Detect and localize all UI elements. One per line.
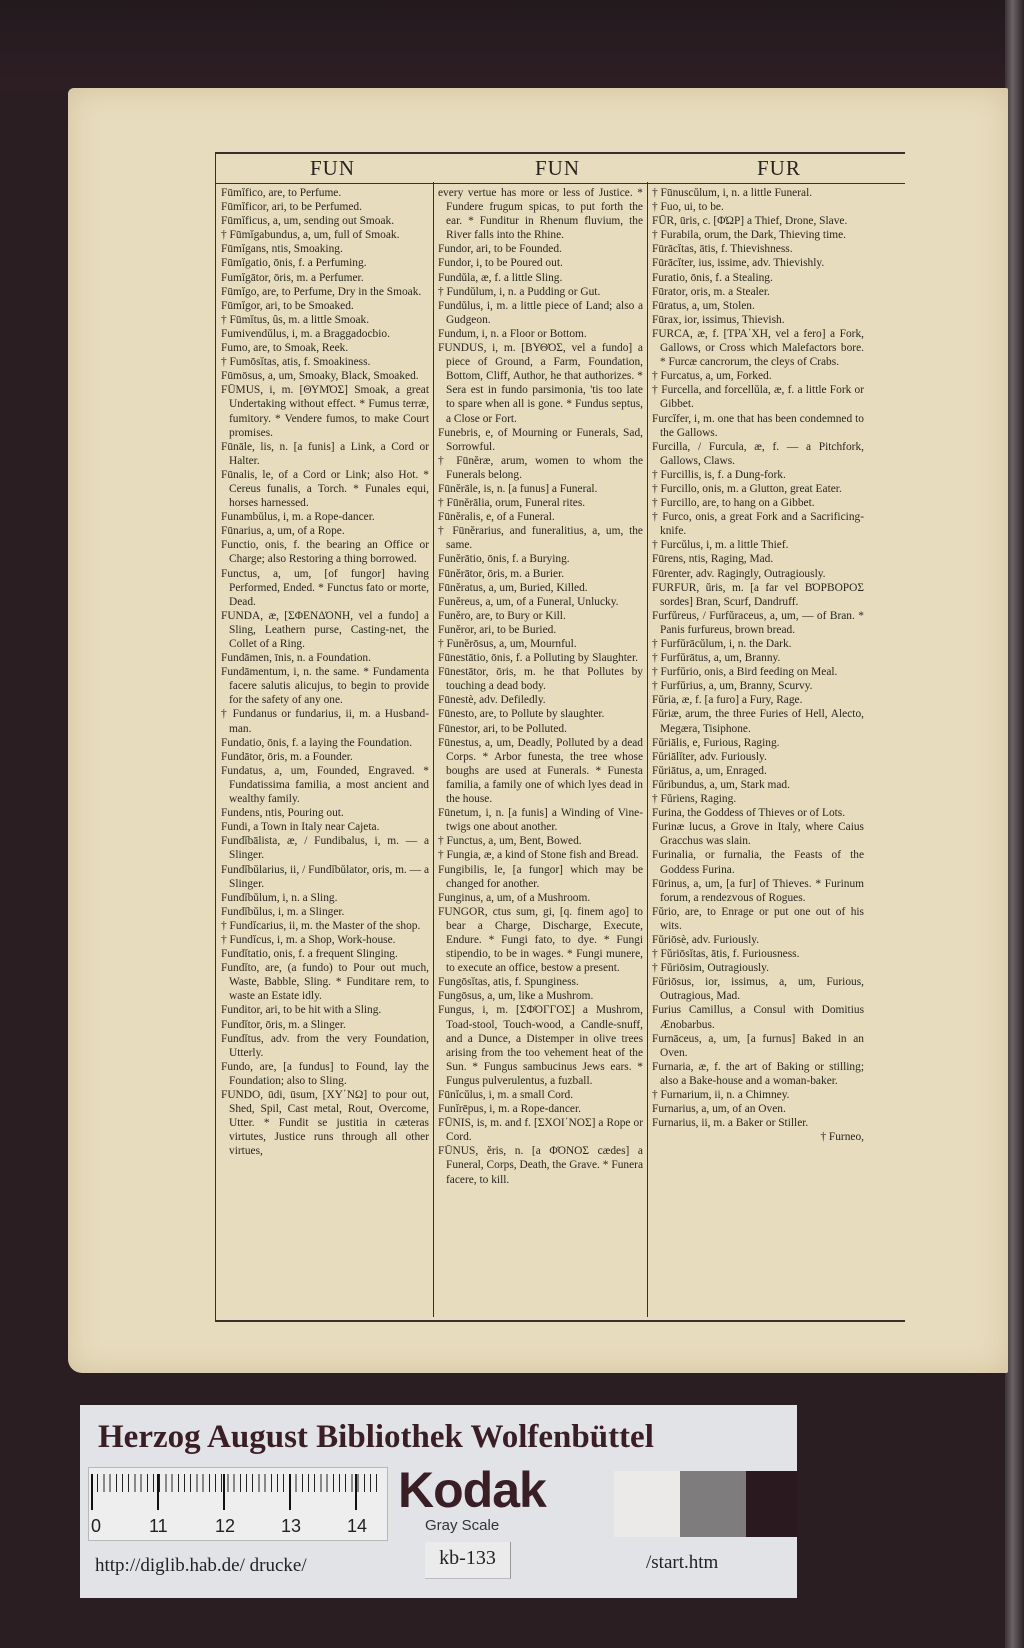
ruler-major-tick [289, 1474, 291, 1510]
scan-backdrop [0, 0, 1024, 90]
dictionary-entry: † Fungia, æ, a kind of Stone fish and Bread. [438, 849, 639, 862]
dictionary-entry: Fundātor, ōris, m. a Founder. [221, 750, 353, 763]
column-3 [652, 186, 864, 1316]
dictionary-entry: † Fuo, ui, to be. [652, 201, 724, 214]
dictionary-entry: Functio, onis, f. the bearing an Office or Charge; also Restoring a thing borrowed. [221, 539, 429, 566]
dictionary-entry: Fundor, ari, to be Founded. [438, 243, 562, 256]
dictionary-text-block [215, 152, 905, 1322]
dictionary-entry: Fŭriæ, arum, the three Furies of Hell, Alecto, Megæra, Tisiphone. [652, 708, 864, 735]
dictionary-entry: Fundo, are, [a fundus] to Found, lay the Foundation; also to Sling. [221, 1060, 429, 1087]
dictionary-entry: † Furcillis, is, f. a Dung-fork. [652, 468, 786, 481]
dictionary-entry: Fundĭbŭlum, i, n. a Sling. [221, 891, 338, 904]
dictionary-entry: Fundĭtatio, onis, f. a frequent Slinging. [221, 948, 398, 961]
dictionary-entry: Funambŭlus, i, m. a Rope-dancer. [221, 511, 375, 524]
dictionary-entry: FURCA, æ, f. [ΤΡΑ΄ΧΗ, vel a fero] a Fork, Gallows, or Cross which Malefactors bore. * Furcæ cancrorum, the cleys of Crabs. [652, 327, 864, 369]
dictionary-entry: Fūmĭfico, are, to Perfume. [221, 187, 342, 199]
ruler-label: 14 [347, 1516, 368, 1536]
dictionary-entry: FUNGOR, ctus sum, gi, [q. finem ago] to bear a Charge, Discharge, Execute, Endure. * Fungi fato, to dye. * Fungi stipendio, to be in wages. * Fungi munere, to execute an office, bestow a present. [438, 905, 643, 975]
dictionary-entry: FŪNIS, is, m. and f. [ΣΧΟΙ΄ΝΟΣ] a Rope or Cord. [438, 1117, 643, 1144]
dictionary-entry: Fŭria, æ, f. [a furo] a Fury, Rage. [652, 694, 803, 707]
running-head [215, 156, 905, 182]
dictionary-entry: † Fundĭcarius, ii, m. the Master of the shop. [221, 919, 421, 932]
dictionary-entry: † Fūmĭgabundus, a, um, full of Smoak. [221, 229, 400, 242]
swatch-white [614, 1471, 680, 1537]
dictionary-entry: Fŭriālĭter, adv. Furiously. [652, 750, 767, 763]
dictionary-entry: † Furcatus, a, um, Forked. [652, 370, 772, 383]
dictionary-entry: † Funĕrōsus, a, um, Mournful. [438, 638, 577, 650]
dictionary-entry: Fūmĭgo, are, to Perfume, Dry in the Smoak. [221, 285, 422, 298]
dictionary-entry: Furatio, ōnis, f. a Stealing. [652, 271, 773, 284]
dictionary-entry: † Fundanus or fundarius, ii, m. a Husband-man. [221, 708, 429, 735]
url-prefix: http://diglib.hab.de/ drucke/ [95, 1555, 307, 1576]
dictionary-entry: Furinæ lucus, a Grove in Italy, where Caius Gracchus was slain. [652, 821, 864, 848]
dictionary-entry: Fūmĭgor, ari, to be Smoaked. [221, 299, 354, 312]
dictionary-entry: Fūrācĭter, ius, issime, adv. Thievishly. [652, 257, 825, 270]
shelfmark-code: kb-133 [425, 1542, 511, 1579]
dictionary-entry: Furinalia, or furnalia, the Feasts of the Goddess Furina. [652, 849, 864, 876]
dictionary-entry: Fundĭbŭlus, i, m. a Slinger. [221, 905, 345, 918]
dictionary-entry: Funĕro, are, to Bury or Kill. [438, 609, 566, 622]
dictionary-entry: Fūnĕrāle, is, n. [a funus] a Funeral. [438, 482, 598, 495]
dictionary-entry: Fungōsus, a, um, like a Mushrom. [438, 990, 594, 1003]
dictionary-entry: Fūnestātor, ōris, m. he that Pollutes by touching a dead body. [438, 666, 643, 693]
ruler-label: 12 [215, 1516, 236, 1536]
url-suffix: /start.htm [646, 1552, 719, 1573]
dictionary-entry: Fundĭbŭlarius, ii, / Fundĭbŭlator, oris, m. — a Slinger. [221, 863, 429, 890]
dictionary-entry: Furnarius, a, um, of an Oven. [652, 1103, 786, 1116]
library-name: Herzog August Bibliothek Wolfenbüttel [98, 1419, 654, 1455]
dictionary-entry: † Fumōsĭtas, atis, f. Smoakiness. [221, 356, 371, 369]
dictionary-entry: † Fūnĕrarius, and funeralitius, a, um, the same. [438, 525, 643, 552]
gray-scale-label: Gray Scale [425, 1517, 500, 1534]
dictionary-entry: † Fūnĕrālia, orum, Funeral rites. [438, 497, 586, 510]
dictionary-entry: Funginus, a, um, of a Mushroom. [438, 891, 591, 904]
column-divider-2 [647, 182, 648, 1317]
dictionary-entry: Fūrax, ior, issimus, Thievish. [652, 313, 785, 326]
dictionary-entry: Furcĭfer, i, m. one that has been condemned to the Gallows. [652, 412, 864, 439]
column-divider-1 [433, 182, 434, 1317]
dictionary-entry: † Fundŭlum, i, n. a Pudding or Gut. [438, 285, 601, 298]
dictionary-entry: Funĕror, ari, to be Buried. [438, 623, 557, 636]
dictionary-entry: Fūnalis, le, of a Cord or Link; also Hot. * Cereus funalis, a Torch. * Funales equi, horses harnessed. [221, 468, 429, 510]
dictionary-entry: † Furcillo, onis, m. a Glutton, great Eater. [652, 482, 842, 495]
dictionary-entry: Fūnestus, a, um, Deadly, Polluted by a dead Corps. * Arbor funesta, the tree whose boughs are used at Funerals. * Funesta familia, a family one of which lyes dead in the house. [438, 736, 643, 806]
dictionary-entry: † Furfŭrātus, a, um, Branny. [652, 652, 781, 665]
head-rule [215, 183, 905, 184]
dictionary-entry: Fūrens, ntis, Raging, Mad. [652, 553, 774, 566]
dictionary-entry: Fūmĭficor, ari, to be Perfumed. [221, 201, 362, 214]
dictionary-entry: † Fūnĕræ, arum, women to whom the Funerals belong. [438, 454, 643, 481]
ruler-major-tick [157, 1474, 159, 1510]
dictionary-entry: † Furcillo, are, to hang on a Gibbet. [652, 497, 815, 510]
ruler-major-tick [91, 1474, 93, 1510]
dictionary-entry: Fūnestātio, ōnis, f. a Polluting by Slaughter. [438, 652, 638, 665]
dictionary-entry: Fungus, i, m. [ΣΦΌΓΓΟΣ] a Mushrom, Toad-stool, Touch-wood, a Candle-snuff, and a Dunce, a Distemper in olive trees arising from the too vehement heat of the Sun. * Fungus sambucinus Jews ears. * Fungus pulverulentus, a fuzball. [438, 1004, 643, 1087]
dictionary-entry: Funĕreus, a, um, of a Funeral, Unlucky. [438, 595, 619, 608]
dictionary-entry: Fūnetum, i, n. [a funis] a Winding of Vine-twigs one about another. [438, 807, 643, 834]
dictionary-entry: Fūrenter, adv. Ragingly, Outragiously. [652, 567, 826, 580]
dictionary-entry: Furius Camillus, a Consul with Domitius Ænobarbus. [652, 1004, 864, 1031]
left-border-rule [215, 152, 216, 1320]
dictionary-entry: FUNDA, æ, [ΣΦΕΝΔΌΝΗ, vel a fundo] a Sling, Leathern purse, Casting-net, the Collet of a Ring. [221, 609, 429, 650]
dictionary-entry: Fumĭgātor, ōris, m. a Perfumer. [221, 271, 364, 284]
ruler-ticks [91, 1474, 381, 1514]
dictionary-entry: Fūmĭficus, a, um, sending out Smoak. [221, 215, 395, 228]
dictionary-entry: Fungibilis, le, [a fungor] which may be changed for another. [438, 863, 643, 890]
dictionary-entry: Fŭriōsè, adv. Furiously. [652, 933, 760, 946]
dictionary-entry: Fūnarius, a, um, of a Rope. [221, 525, 345, 538]
dictionary-entry: FŪMUS, i, m. [ΘΥΜΌΣ] Smoak, a great Undertaking without effect. * Fumus terræ, fumitory. * Vendere fumos, to make Court promises. [221, 384, 429, 439]
dictionary-entry: FURFUR, ŭris, m. [a far vel ΒΌΡΒΟΡΟΣ sordes] Bran, Scurf, Dandruff. [652, 581, 864, 608]
dictionary-entry: Funebris, e, of Mourning or Funerals, Sad, Sorrowful. [438, 426, 643, 453]
dictionary-entry: † Fūmĭtus, ûs, m. a little Smoak. [221, 313, 370, 326]
dictionary-entry: Fŭribundus, a, um, Stark mad. [652, 778, 790, 791]
dictionary-entry: Fūnestor, ari, to be Polluted. [438, 722, 567, 735]
dictionary-entry: Furina, the Goddess of Thieves or of Lots. [652, 807, 846, 820]
dictionary-entry: Fundatus, a, um, Founded, Engraved. * Fundatissima familia, a most ancient and wealthy family. [221, 764, 429, 806]
dictionary-entry: Fundens, ntis, Pouring out. [221, 807, 344, 820]
dictionary-entry: Fundi, a Town in Italy near Cajeta. [221, 821, 380, 834]
dictionary-entry: FUNDO, ūdi, ūsum, [ΧΥ΄ΝΩ] to pour out, Shed, Spil, Cast metal, Rout, Overcome, Utter. * Fundit se justitia in cæteras virtutes, Justice runs through all other virtues, [221, 1089, 429, 1158]
dictionary-entry: Furnaria, æ, f. the art of Baking or stilling; also a Bake-house and a woman-baker. [652, 1060, 864, 1087]
headword-right: FUR [757, 156, 801, 180]
dictionary-entry: Furnarius, ii, m. a Baker or Stiller. [652, 1117, 809, 1130]
dictionary-entry: † Fundĭcus, i, m. a Shop, Work-house. [221, 933, 396, 946]
dictionary-entry: Fūnesto, are, to Pollute by slaughter. [438, 708, 605, 721]
dictionary-entry: Funĕrātio, ōnis, f. a Burying. [438, 553, 570, 566]
dictionary-entry: Fundĭtus, adv. from the very Foundation, Utterly. [221, 1032, 429, 1059]
dictionary-entry: Fūnāle, lis, n. [a funis] a Link, a Cord or Halter. [221, 440, 429, 467]
dictionary-entry: Fundĭtor, ōris, m. a Slinger. [221, 1018, 346, 1031]
dictionary-entry: Furnāceus, a, um, [a furnus] Baked in an Oven. [652, 1032, 864, 1059]
dictionary-entry: Furfŭreus, / Furfŭraceus, a, um, — of Bran. * Panis furfureus, brown bread. [652, 609, 864, 636]
dictionary-entry: † Furfŭrio, onis, a Bird feeding on Meal. [652, 666, 838, 679]
dictionary-entry: Funditor, ari, to be hit with a Sling. [221, 1004, 382, 1017]
dictionary-entry: † Fūnuscŭlum, i, n. a little Funeral. [652, 187, 813, 199]
dictionary-entry: FUNDUS, i, m. [ΒΥΘΌΣ, vel a fundo] a piece of Ground, a Farm, Foundation, Bottom, Cliff, Author, he that authorizes. * Sera est in fundo parsimonia, 'tis too late to spare when all is gone. * Fundus septus, a Close or Fort. [438, 342, 643, 425]
dictionary-entry: Fundŭlus, i, m. a little piece of Land; also a Gudgeon. [438, 299, 643, 326]
dictionary-entry: † Furabila, orum, the Dark, Thieving time. [652, 229, 847, 242]
dictionary-entry: † Furcella, and forcellŭla, æ, f. a little Fork or Gibbet. [652, 384, 864, 411]
dictionary-entry: FŪNUS, ĕris, n. [a ΦΌΝΟΣ cædes] a Funeral, Corps, Death, the Grave. * Funera facere, to kill. [438, 1145, 643, 1186]
dictionary-entry: Fŭriālis, e, Furious, Raging. [652, 736, 780, 749]
dictionary-entry: † Functus, a, um, Bent, Bowed. [438, 835, 582, 848]
dictionary-entry: FŪR, ūris, c. [ΦΏΡ] a Thief, Drone, Slave. [652, 215, 848, 228]
dictionary-entry: Fūnĕratus, a, um, Buried, Killed. [438, 581, 588, 594]
dictionary-entry: Fumo, are, to Smoak, Reek. [221, 342, 349, 355]
bottom-rule [215, 1320, 905, 1322]
headword-center: FUN [535, 156, 581, 180]
dictionary-entry: Fūmōsus, a, um, Smoaky, Black, Smoaked. [221, 370, 419, 383]
dictionary-entry: † Furnarium, ii, n. a Chimney. [652, 1089, 790, 1101]
dictionary-entry: Fundāmentum, i, n. the same. * Fundamenta facere salutis alicujus, to begin to provide for the safety of any one. [221, 666, 429, 707]
swatch-gray [680, 1471, 746, 1537]
dictionary-entry: Furcilla, / Furcula, æ, f. — a Pitchfork, Gallows, Claws. [652, 440, 864, 467]
dictionary-entry: Fūnestè, adv. Defiledly. [438, 694, 546, 707]
headword-left: FUN [310, 156, 356, 180]
dictionary-entry: † Fŭriens, Raging. [652, 793, 737, 806]
dictionary-entry: Fumivendŭlus, i, m. a Braggadocbio. [221, 327, 390, 340]
dictionary-entry: † Furfŭrācŭlum, i, n. the Dark. [652, 638, 792, 650]
dictionary-entry: Funĭrēpus, i, m. a Rope-dancer. [438, 1103, 581, 1116]
dictionary-entry: Fūrācĭtas, ātis, f. Thievishness. [652, 243, 793, 256]
dictionary-entry: Fungōsĭtas, atis, f. Spunginess. [438, 976, 579, 989]
dictionary-entry: Fūmĭgans, ntis, Smoaking. [221, 243, 343, 256]
column-2 [438, 186, 643, 1316]
ruler-label: 0 [91, 1516, 102, 1536]
dictionary-entry: † Furcŭlus, i, m. a little Thief. [652, 539, 789, 552]
top-rule [215, 152, 905, 154]
catchword: † Furneo, [820, 1131, 864, 1144]
dictionary-entry: Fundāmen, īnis, n. a Foundation. [221, 652, 371, 665]
dictionary-entry: Functus, a, um, [of fungor] having Performed, Ended. * Functus fato or morte, Dead. [221, 567, 429, 608]
dictionary-entry: † Furco, onis, a great Fork and a Sacrificing-knife. [652, 511, 864, 538]
dictionary-entry: Fundĭbālista, æ, / Fundibalus, i, m. — a Slinger. [221, 835, 429, 862]
dictionary-entry: Fundum, i, n. a Floor or Bottom. [438, 327, 587, 340]
dictionary-entry: Fūnĕralis, e, of a Funeral. [438, 511, 555, 524]
dictionary-entry: Fŭriātus, a, um, Enraged. [652, 764, 767, 777]
dictionary-entry: Fūratus, a, um, Stolen. [652, 299, 755, 312]
dictionary-entry: † Fŭriōsĭtas, ātis, f. Furiousness. [652, 948, 800, 961]
dictionary-entry: Fūmĭgatio, ōnis, f. a Perfuming. [221, 257, 367, 270]
column-1 [221, 186, 429, 1316]
dictionary-entry: † Fŭriōsim, Outragiously. [652, 962, 769, 975]
dictionary-entry: Fūnĕrātor, ōris, m. a Burier. [438, 567, 565, 580]
dictionary-entry: every vertue has more or less of Justice. * Fundere frugum spicas, to put forth the ear. * Funditur in Rhenum fluvium, the River falls into the Rhine. [438, 187, 643, 242]
measurement-ruler [88, 1467, 388, 1541]
ruler-label: 13 [281, 1516, 302, 1536]
swatch-black [746, 1471, 797, 1537]
dictionary-entry: Fundŭla, æ, f. a little Sling. [438, 271, 563, 284]
dictionary-entry: Fundĭto, are, (a fundo) to Pour out much, Waste, Babble, Sling. * Funditare rem, to waste an Estate idly. [221, 962, 429, 1003]
dictionary-entry: Fŭrio, are, to Enrage or put one out of his wits. [652, 905, 864, 932]
dictionary-entry: Fundor, i, to be Poured out. [438, 257, 563, 270]
dictionary-entry: † Furfŭrius, a, um, Branny, Scurvy. [652, 680, 813, 693]
kodak-logo: Kodak [398, 1462, 546, 1518]
color-target-card [80, 1405, 797, 1598]
dictionary-entry: Fundatio, ōnis, f. a laying the Foundation. [221, 736, 413, 749]
ruler-major-tick [223, 1474, 225, 1510]
ruler-major-tick [355, 1474, 357, 1510]
dictionary-entry: Fŭriōsus, ior, issimus, a, um, Furious, Outragious, Mad. [652, 976, 864, 1003]
dictionary-entry: Fūnĭcŭlus, i, m. a small Cord. [438, 1089, 574, 1101]
dictionary-entry: Fūrinus, a, um, [a fur] of Thieves. * Furinum forum, a rendezvous of Rogues. [652, 877, 864, 904]
ruler-label: 11 [149, 1516, 168, 1536]
dictionary-entry: Fūrator, oris, m. a Stealer. [652, 285, 770, 298]
